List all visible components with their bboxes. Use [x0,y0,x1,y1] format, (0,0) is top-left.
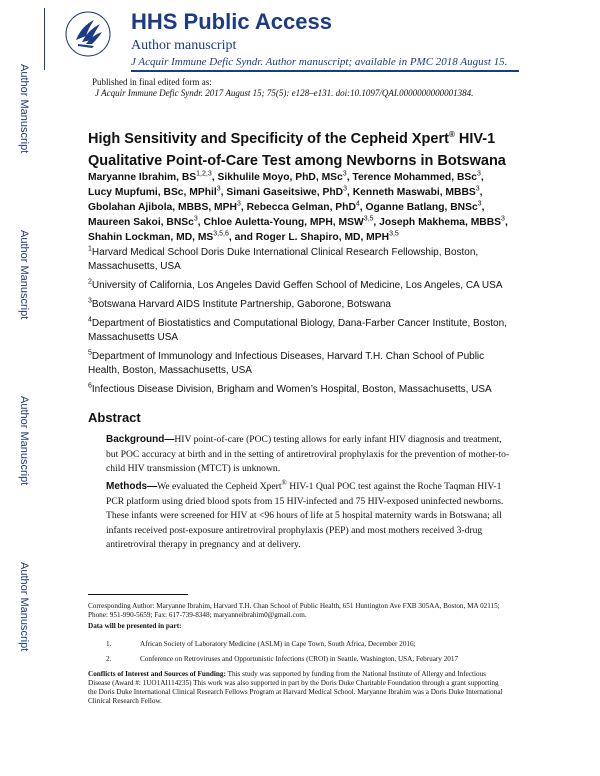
footnote-item-number: 2. [106,655,112,663]
author-separator: , [197,217,204,228]
author-separator: , and [228,232,256,243]
affiliations [88,246,508,402]
author-affiliation-marker: 3,5,6 [213,230,229,238]
affiliation [88,350,508,378]
author-name: Maureen Sakoi, BNSc [88,217,194,228]
author-affiliation-marker: 4 [355,200,360,208]
affiliation-number: 1 [88,245,92,253]
affiliation-text: Infectious Disease Division, Brigham and Women’s Hospital, Boston, Massachusetts, USA [91,384,492,395]
footnote-item: Conference on Retroviruses and Opportunistic Infections (CROI) in Seattle, Washington, USA, February 2017 [140,655,459,663]
affiliation [88,246,508,274]
side-label-4: Author Manuscript [18,562,30,652]
author-separator: , [480,172,484,183]
author-separator: , [504,217,508,228]
author-name: Lucy Mupfumi, BSc, MPhil [88,187,217,198]
author-affiliation-marker: 3 [476,170,481,178]
footnote-rule [88,594,188,595]
author-separator: , [211,172,218,183]
author-separator: , [346,172,353,183]
author-name: Roger L. Shapiro, MD, MPH [255,232,390,243]
author-affiliation-marker: 3 [342,170,347,178]
header-rule [131,70,519,72]
affiliation [88,298,508,312]
sidebar [0,0,44,776]
author-name: Simani Gaseitsiwe, PhD [226,187,344,198]
author-affiliation-marker: 3 [475,185,480,193]
author-separator: , [359,202,366,213]
header-divider [44,8,45,70]
abstract-heading: Abstract [88,410,141,425]
author-name: Maryanne Ibrahim, BS [88,172,197,183]
published-citation: J Acquir Immune Defic Syndr. 2017 August 15; 75(5): e128–e131. doi:10.1097/QAI.0000000000001384. [95,88,474,98]
side-label-1: Author Manuscript [18,64,30,154]
footnote-item-number: 1. [106,640,112,648]
conflicts-funding: Conflicts of Interest and Sources of Funding: This study was supported by funding from the National Institute of Allergy and Infectious Disease (Award #: 1UO1AI114235) This work was also supported in part by the Doris Duke Charitable Foundation through a grant supporting the Doris Duke International Clinical Research Fellows Program at Harvard Medical School. Maryanne Ibrahim was a Doris Duke International Clinical Research Fellow. [88,670,503,705]
affiliation-text: Harvard Medical School Doris Duke International Clinical Research Fellowship, Boston, Massachusetts, USA [88,247,479,272]
affiliation-text: University of California, Los Angeles David Geffen School of Medicine, Los Angeles, CA USA [91,280,503,291]
author-affiliation-marker: 3 [236,200,241,208]
hhs-subtitle: Author manuscript [131,38,237,53]
author-affiliation-marker: 3 [501,215,505,223]
author-list [88,170,508,245]
footnote-item: African Society of Laboratory Medicine (ASLM) in Cape Town, South Africa, December 2016; [140,640,416,648]
side-label-2: Author Manuscript [18,230,30,320]
published-label: Published in final edited form as: [92,77,212,87]
author-name: Terence Mohammed, BSc [352,172,477,183]
author-affiliation-marker: 1,2,3 [196,170,212,178]
author-affiliation-marker: 3 [477,200,482,208]
hhs-title: HHS Public Access [131,9,332,34]
author-name: Sikhulile Moyo, PhD, MSc [217,172,343,183]
author-separator: , [373,217,380,228]
data-presented-label: Data will be presented in part: [88,622,182,630]
author-affiliation-marker: 3 [216,185,221,193]
author-name: Rebecca Gelman, PhD [246,202,356,213]
hhs-citation: J Acquir Immune Defic Syndr. Author manuscript; available in PMC 2018 August 15. [131,56,508,68]
side-label-3: Author Manuscript [18,396,30,486]
author-separator: , [347,187,353,198]
affiliation [88,383,508,397]
author-name: Oganne Batlang, BNSc [365,202,478,213]
author-name: Joseph Makhema, MBBS [379,217,502,228]
author-name: Gbolahan Ajibola, MBBS, MPH [88,202,237,213]
corresponding-author: Corresponding Author: Maryanne Ibrahim, Harvard T.H. Chan School of Public Health, 651 Huntington Ave FXB 305AA, Boston, MA 02115; Phone: 951-990-5659; Fax: 617-739-8348; maryanneibrahim0@gmail.com. [88,602,500,619]
author-affiliation-marker: 3 [343,185,348,193]
author-affiliation-marker: 3,5 [363,215,374,223]
affiliation-number: 3 [88,297,92,305]
author-separator: , [479,187,483,198]
author-separator: , [481,202,485,213]
affiliation-text: Department of Biostatistics and Computational Biology, Dana-Farber Cancer Institute, Boston, Massachusetts USA [88,318,507,343]
affiliation-text: Department of Immunology and Infectious Diseases, Harvard T.H. Chan School of Public Health, Boston, Massachusetts, USA [88,351,485,376]
author-name: Shahin Lockman, MD, MS [88,232,214,243]
author-affiliation-marker: 3,5 [389,230,399,238]
affiliation-number: 6 [88,382,92,390]
abstract-methods: Methods—We evaluated the Cepheid Xpert® HIV-1 Qual POC test against the Roche Taqman HIV-1 PCR platform using dried blood spots from 15 HIV-infected and 75 HIV-exposed uninfected newborns. These infants were screened for HIV at <96 hours of life at 5 hospital maternity wards in Botswana; all infants received post-exposure antiretroviral prophylaxis (PEP) and most mothers received 3-drug antiretroviral therapy in pregnancy and at delivery. [106,478,504,550]
affiliation [88,317,508,345]
author-separator: , [220,187,227,198]
affiliation-number: 5 [88,349,92,357]
affiliation [88,279,508,293]
author-affiliation-marker: 3 [193,215,198,223]
author-separator: , [240,202,247,213]
author-name: Chloe Auletta-Young, MPH, MSW [203,217,364,228]
affiliation-number: 4 [88,316,92,324]
hhs-eagle-icon [64,10,112,58]
affiliation-number: 2 [88,278,92,286]
author-name: Kenneth Maswabi, MBBS [352,187,476,198]
affiliation-text: Botswana Harvard AIDS Institute Partnership, Gaborone, Botswana [91,299,391,310]
abstract-background: Background—HIV point-of-care (POC) testing allows for early infant HIV diagnosis and treatment, but POC accuracy at birth and in the setting of antiretroviral prophylaxis for the prevention of mother-to-child HIV transmission (MTCT) is unknown. [106,434,510,474]
article-title: High Sensitivity and Specificity of the Cepheid Xpert® HIV-1 Qualitative Point-of-Care Test among Newborns in Botswana [88,130,506,169]
